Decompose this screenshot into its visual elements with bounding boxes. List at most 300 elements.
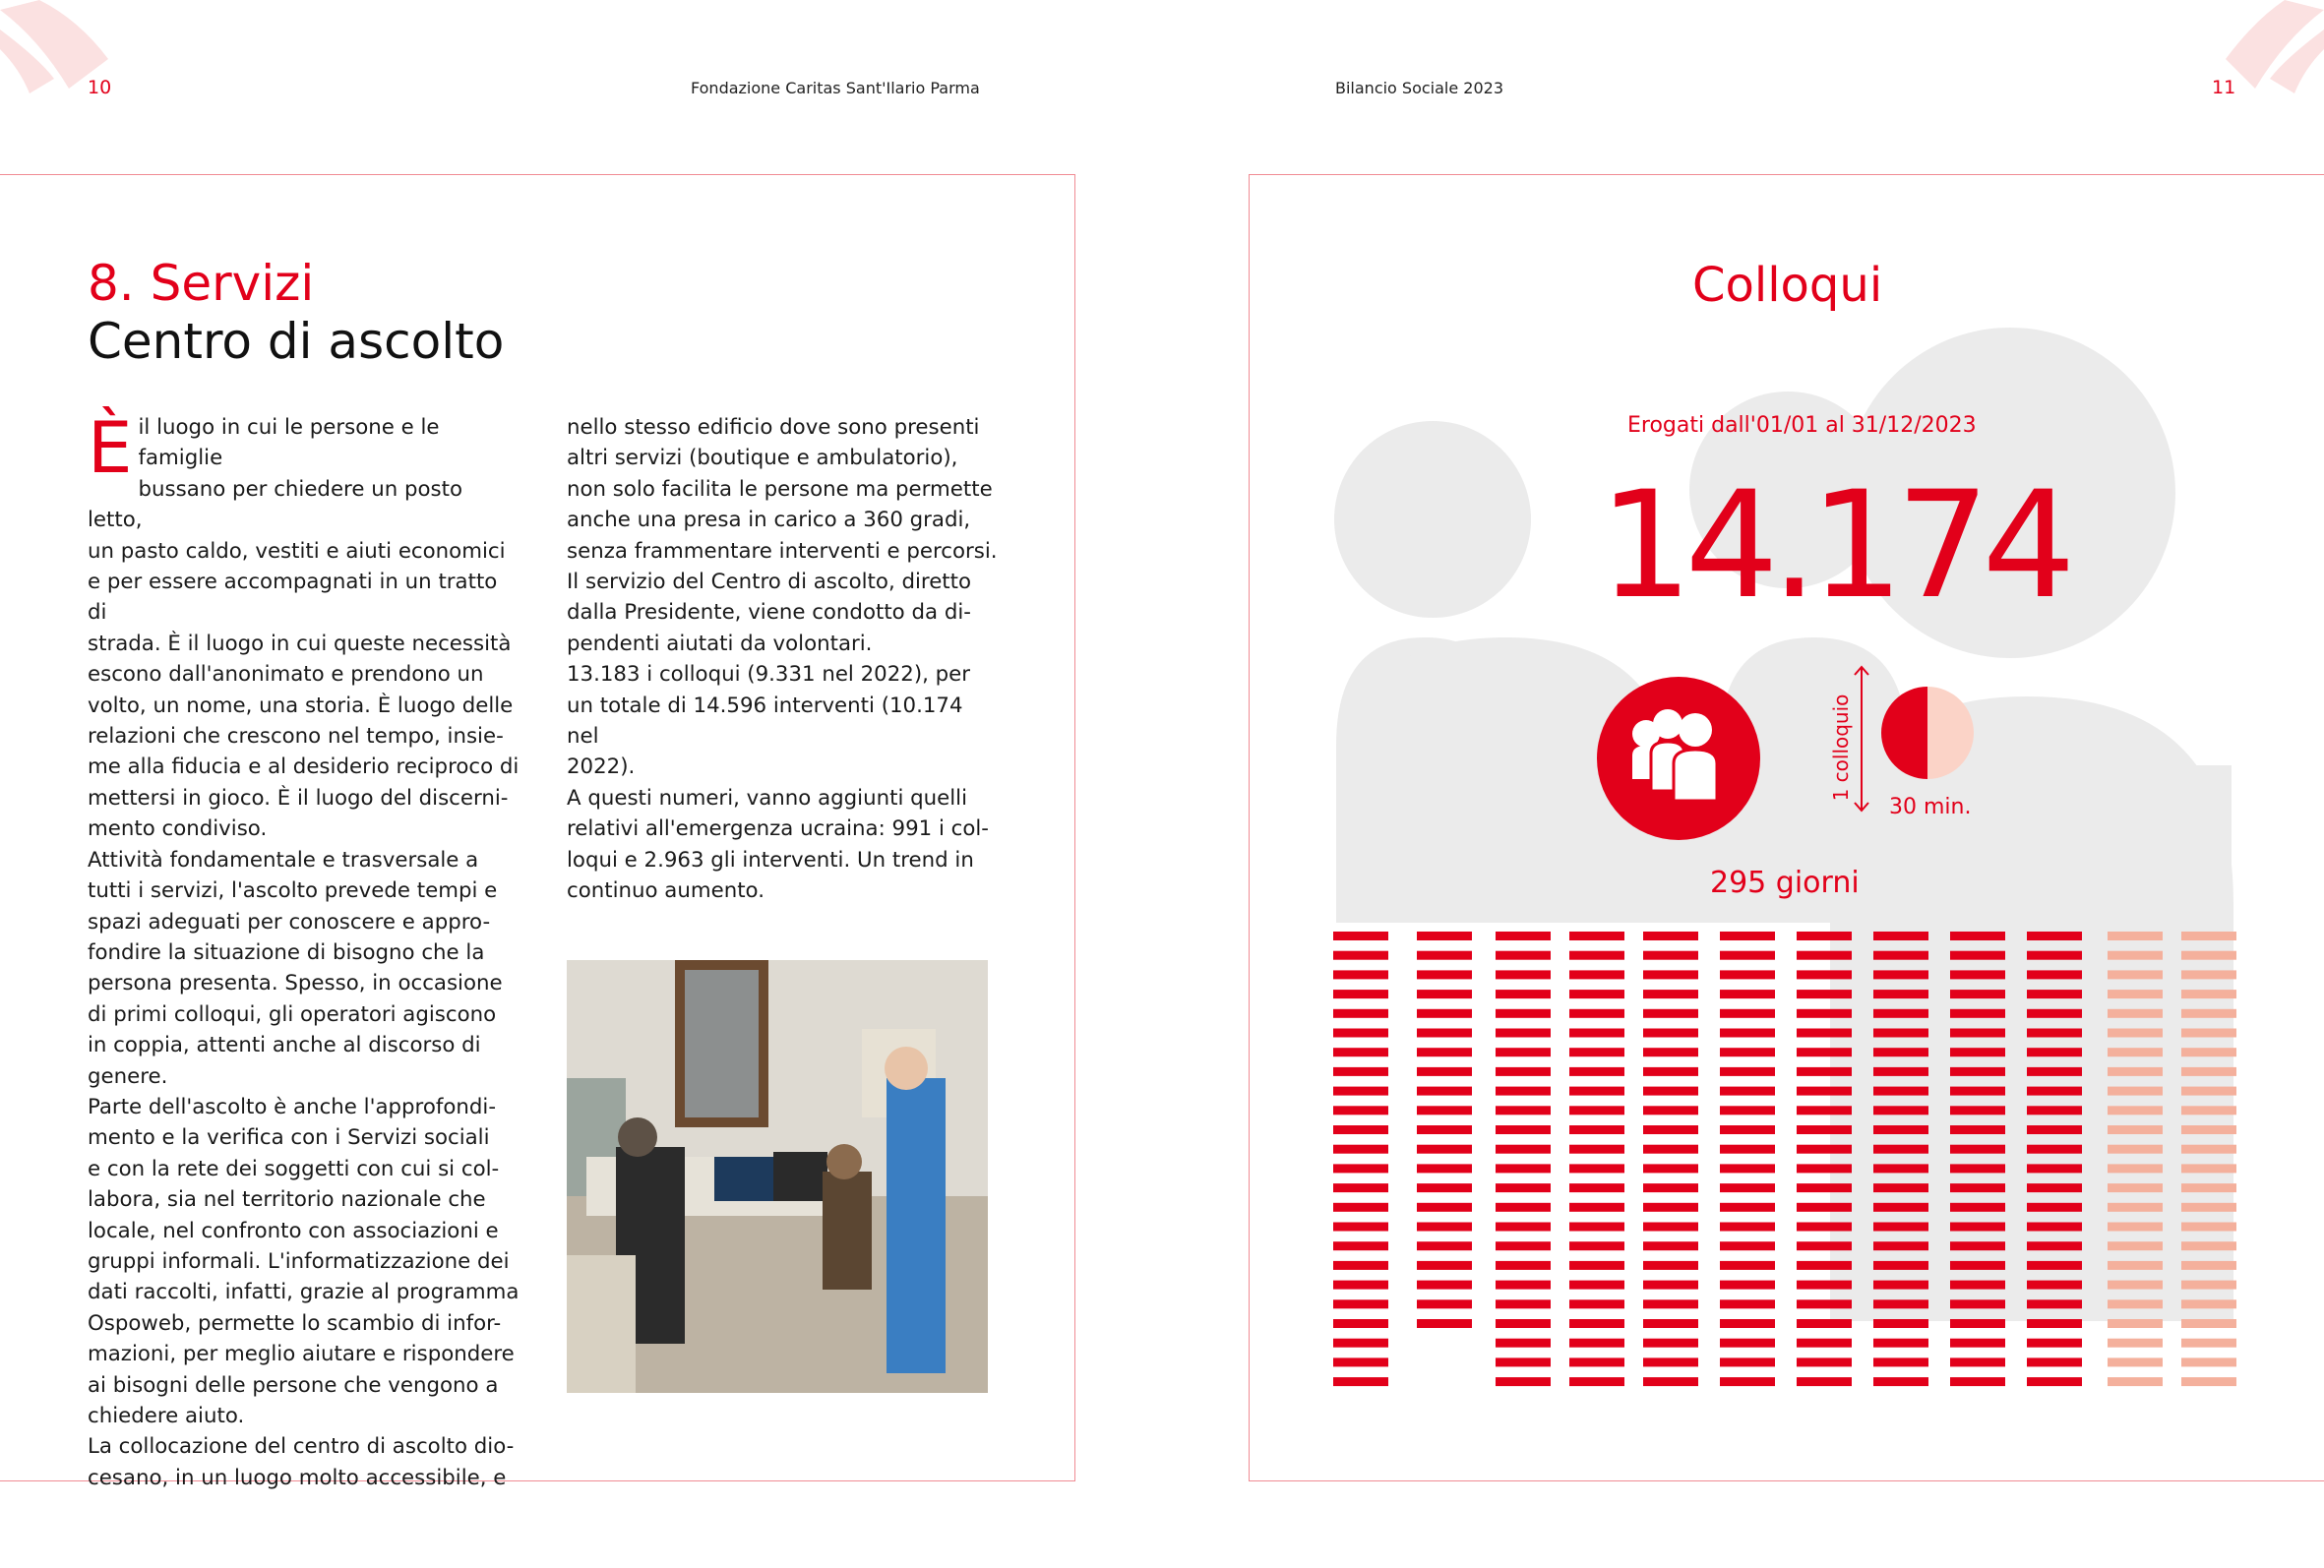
office-photo (567, 960, 988, 1393)
day-stripe (1950, 1241, 2005, 1250)
day-stripe (1643, 1377, 1698, 1386)
day-stripe (1333, 1281, 1388, 1290)
day-stripe (1417, 1009, 1472, 1018)
day-stripe (2027, 1281, 2082, 1290)
day-stripe (1417, 1029, 1472, 1038)
text-line: genere. (88, 1063, 168, 1089)
day-stripe (1496, 1145, 1551, 1154)
text-line: pendenti aiutati da volontari. (567, 631, 873, 656)
day-stripe (1643, 1183, 1698, 1192)
day-stripe (1569, 1319, 1624, 1328)
day-stripe (1950, 1319, 2005, 1328)
days-stripe-chart (1333, 930, 2238, 1397)
text-line: persona presenta. Spesso, in occasione (88, 971, 503, 996)
day-stripe (2181, 1029, 2236, 1038)
day-stripe (1950, 932, 2005, 940)
text-line: Il servizio del Centro di ascolto, diretto (567, 570, 972, 595)
day-stripe (1643, 951, 1698, 960)
day-stripe (2027, 1357, 2082, 1366)
day-stripe (1333, 990, 1388, 998)
day-stripe (1950, 1067, 2005, 1076)
day-stripe (1720, 1048, 1775, 1056)
day-stripe (1643, 1029, 1698, 1038)
day-stripe (1797, 1048, 1852, 1056)
day-stripe (1720, 951, 1775, 960)
day-stripe (1950, 1029, 2005, 1038)
text-line: anche una presa in carico a 360 gradi, (567, 508, 971, 533)
day-stripe (2181, 1281, 2236, 1290)
day-stripe (1797, 951, 1852, 960)
day-stripe (1797, 1087, 1852, 1096)
day-stripe (1720, 1106, 1775, 1115)
day-stripe (1333, 1048, 1388, 1056)
day-stripe (2108, 1145, 2163, 1154)
day-stripe (1950, 1164, 2005, 1173)
text-line: bussano per chiedere un posto letto, (88, 476, 462, 533)
day-stripe (1333, 1145, 1388, 1154)
day-stripe (2108, 1029, 2163, 1038)
day-stripe (2108, 1106, 2163, 1115)
day-stripe (1569, 1009, 1624, 1018)
day-stripe (2108, 1183, 2163, 1192)
day-stripe (2108, 951, 2163, 960)
text-line: relazioni che crescono nel tempo, insie- (88, 724, 504, 750)
day-stripe (1720, 1299, 1775, 1308)
section-subtitle: Centro di ascolto (88, 313, 505, 370)
text-line: fondire la situazione di bisogno che la (88, 939, 485, 965)
day-stripe (1797, 1183, 1852, 1192)
day-stripe (1496, 970, 1551, 979)
day-stripe (1417, 1164, 1472, 1173)
day-stripe (1333, 1009, 1388, 1018)
day-stripe (1950, 1281, 2005, 1290)
day-stripe (1950, 1048, 2005, 1056)
text-line: un pasto caldo, vestiti e aiuti economici (88, 538, 506, 564)
day-stripe (1569, 1067, 1624, 1076)
day-stripe (1496, 1377, 1551, 1386)
running-head-left: Fondazione Caritas Sant'Ilario Parma (691, 79, 980, 97)
day-stripe (2181, 1319, 2236, 1328)
day-stripe (1720, 1319, 1775, 1328)
day-stripe (1797, 970, 1852, 979)
text-line: e per essere accompagnati in un tratto di (88, 570, 498, 626)
day-stripe (2108, 1241, 2163, 1250)
day-stripe (2181, 1203, 2236, 1212)
day-stripe (1873, 1087, 1928, 1096)
day-stripe (1569, 1299, 1624, 1308)
day-stripe (1643, 1299, 1698, 1308)
day-stripe (1643, 970, 1698, 979)
text-line: chiedere aiuto. (88, 1404, 245, 1428)
day-stripe (2027, 1261, 2082, 1270)
day-stripe (1643, 1339, 1698, 1348)
day-stripe (2108, 990, 2163, 998)
day-stripe (1569, 1281, 1624, 1290)
period-label: Erogati dall'01/01 al 31/12/2023 (1627, 413, 1977, 438)
day-stripe (2108, 932, 2163, 940)
day-stripe (2181, 1377, 2236, 1386)
day-stripe (2027, 1048, 2082, 1056)
day-stripe (1496, 1164, 1551, 1173)
day-stripe (1333, 1125, 1388, 1134)
unit-label: 1 colloquio (1829, 694, 1853, 802)
day-stripe (1797, 1029, 1852, 1038)
day-stripe (1333, 951, 1388, 960)
text-line: ai bisogni delle persone che vengono a (88, 1372, 499, 1398)
day-stripe (2027, 1299, 2082, 1308)
day-stripe (1643, 1261, 1698, 1270)
text-column-2 (567, 412, 1000, 907)
text-line: volto, un nome, una storia. È luogo delle (88, 693, 514, 718)
text-line: altri servizi (boutique e ambulatorio), (567, 446, 958, 471)
day-stripe (2027, 1029, 2082, 1038)
day-stripe (2108, 1048, 2163, 1056)
day-stripe (2181, 1223, 2236, 1232)
text-line: Ospoweb, permette lo scambio di infor- (88, 1310, 502, 1336)
day-stripe (2108, 1203, 2163, 1212)
day-stripe (2108, 1087, 2163, 1096)
day-stripe (1720, 1164, 1775, 1173)
day-stripe (1496, 1067, 1551, 1076)
days-label: 295 giorni (1710, 866, 1860, 900)
column-1-lines (88, 406, 520, 1493)
day-stripe (2027, 1339, 2082, 1348)
day-stripe (2027, 1125, 2082, 1134)
day-stripe (1797, 1125, 1852, 1134)
day-stripe (1950, 990, 2005, 998)
day-stripe (1797, 1106, 1852, 1115)
day-stripe (1720, 990, 1775, 998)
day-stripe (1797, 990, 1852, 998)
day-stripe (1569, 1377, 1624, 1386)
day-stripe (1720, 1009, 1775, 1018)
day-stripe (1797, 1339, 1852, 1348)
day-stripe (1873, 1183, 1928, 1192)
day-stripe (2181, 1183, 2236, 1192)
day-stripe (1873, 1048, 1928, 1056)
day-stripe (1333, 1357, 1388, 1366)
day-stripe (1797, 1261, 1852, 1270)
text-line: un totale di 14.596 interventi (10.174 nel (567, 693, 963, 750)
day-stripe (1417, 1087, 1472, 1096)
text-line: mazioni, per meglio aiutare e rispondere (88, 1342, 515, 1367)
day-stripe (1496, 1299, 1551, 1308)
section-title: 8. Servizi (88, 255, 315, 312)
day-stripe (2027, 1087, 2082, 1096)
day-stripe (1873, 1067, 1928, 1076)
day-stripe (2181, 932, 2236, 940)
day-stripe (2181, 1261, 2236, 1270)
day-stripe (1950, 1339, 2005, 1348)
day-stripe (1333, 1223, 1388, 1232)
day-stripe (1873, 1009, 1928, 1018)
day-stripe (2027, 932, 2082, 940)
day-stripe (1569, 1106, 1624, 1115)
day-stripe (1950, 1106, 2005, 1115)
day-stripe (2108, 1319, 2163, 1328)
day-stripe (1797, 1145, 1852, 1154)
day-stripe (1797, 1299, 1852, 1308)
page-number-right: 11 (2212, 77, 2236, 98)
day-stripe (1643, 932, 1698, 940)
day-stripe (1496, 951, 1551, 960)
day-stripe (1569, 1241, 1624, 1250)
day-stripe (1417, 990, 1472, 998)
day-stripe (1496, 1048, 1551, 1056)
text-line: A questi numeri, vanno aggiunti quelli (567, 785, 968, 811)
day-stripe (2027, 1106, 2082, 1115)
day-stripe (1569, 932, 1624, 940)
day-stripe (1333, 1299, 1388, 1308)
day-stripe (1720, 1183, 1775, 1192)
day-stripe (2108, 1299, 2163, 1308)
day-stripe (1569, 1339, 1624, 1348)
day-stripe (2181, 1087, 2236, 1096)
day-stripe (2181, 1241, 2236, 1250)
page-number-left: 10 (88, 77, 112, 98)
drop-cap: È (88, 406, 133, 489)
text-line: me alla fiducia e al desiderio reciproco di (88, 754, 520, 780)
day-stripe (1333, 1203, 1388, 1212)
day-stripe (1333, 1067, 1388, 1076)
day-stripe (1417, 1125, 1472, 1134)
day-stripe (1333, 970, 1388, 979)
day-stripe (2181, 1125, 2236, 1134)
day-stripe (2108, 1377, 2163, 1386)
day-stripe (1643, 1106, 1698, 1115)
day-stripe (1797, 1281, 1852, 1290)
day-stripe (1569, 1183, 1624, 1192)
day-stripe (2108, 1281, 2163, 1290)
day-stripe (1569, 1029, 1624, 1038)
day-stripe (1333, 1261, 1388, 1270)
day-stripe (1417, 951, 1472, 960)
day-stripe (1950, 970, 2005, 979)
text-line: escono dall'anonimato e prendono un (88, 662, 484, 688)
day-stripe (1873, 1377, 1928, 1386)
day-stripe (1333, 1087, 1388, 1096)
day-stripe (1643, 1145, 1698, 1154)
day-stripe (1720, 970, 1775, 979)
day-stripe (1417, 1067, 1472, 1076)
day-stripe (1797, 1241, 1852, 1250)
day-stripe (1797, 1377, 1852, 1386)
day-stripe (2108, 1223, 2163, 1232)
day-stripe (1569, 1164, 1624, 1173)
day-stripe (2027, 1067, 2082, 1076)
day-stripe (1720, 1261, 1775, 1270)
day-stripe (2108, 1261, 2163, 1270)
day-stripe (1950, 1261, 2005, 1270)
day-stripe (1720, 932, 1775, 940)
day-stripe (1496, 990, 1551, 998)
day-stripe (1873, 1357, 1928, 1366)
day-stripe (1496, 1319, 1551, 1328)
day-stripe (1417, 1203, 1472, 1212)
day-stripe (1950, 951, 2005, 960)
day-stripe (2181, 1009, 2236, 1018)
day-stripe (1496, 1339, 1551, 1348)
day-stripe (1950, 1203, 2005, 1212)
day-stripe (1569, 951, 1624, 960)
day-stripe (1569, 990, 1624, 998)
text-line: 2022). (567, 754, 636, 780)
day-stripe (1950, 1299, 2005, 1308)
day-stripe (1720, 1145, 1775, 1154)
day-stripe (1873, 1319, 1928, 1328)
day-stripe (1873, 1299, 1928, 1308)
day-stripe (1569, 1223, 1624, 1232)
text-line: tutti i servizi, l'ascolto prevede tempi e (88, 878, 498, 904)
day-stripe (1333, 1241, 1388, 1250)
day-stripe (1417, 1261, 1472, 1270)
day-stripe (1496, 1203, 1551, 1212)
day-stripe (1873, 1203, 1928, 1212)
day-stripe (1496, 1106, 1551, 1115)
day-stripe (1417, 1223, 1472, 1232)
text-line: senza frammentare interventi e percorsi. (567, 538, 998, 564)
office-photo-illustration (567, 960, 988, 1393)
text-line: gruppi informali. L'informatizzazione dei (88, 1248, 510, 1274)
day-stripe (1496, 1357, 1551, 1366)
day-stripe (1643, 1125, 1698, 1134)
day-stripe (2027, 1223, 2082, 1232)
text-line: Parte dell'ascolto è anche l'approfondi- (88, 1094, 496, 1119)
text-line: mettersi in gioco. È il luogo del discerni- (88, 785, 509, 811)
day-stripe (1496, 1241, 1551, 1250)
day-stripe (1873, 932, 1928, 940)
text-line: continuo aumento. (567, 878, 764, 904)
day-stripe (2027, 970, 2082, 979)
day-stripe (1417, 1145, 1472, 1154)
day-stripe (2027, 1009, 2082, 1018)
double-arrow-icon (1850, 664, 1873, 814)
text-line: loqui e 2.963 gli interventi. Un trend in (567, 847, 974, 873)
day-stripe (1569, 1261, 1624, 1270)
day-stripe (1333, 1319, 1388, 1328)
day-stripe (2181, 1164, 2236, 1173)
day-stripe (1873, 1339, 1928, 1348)
day-stripe (1873, 1164, 1928, 1173)
day-stripe (1496, 1087, 1551, 1096)
day-stripe (1950, 1377, 2005, 1386)
day-stripe (1797, 1203, 1852, 1212)
text-line: nello stesso edificio dove sono presenti (567, 415, 980, 440)
day-stripe (2108, 1067, 2163, 1076)
day-stripe (1643, 1357, 1698, 1366)
day-stripe (1496, 1125, 1551, 1134)
day-stripe (1569, 1203, 1624, 1212)
day-stripe (1720, 1125, 1775, 1134)
day-stripe (1643, 1009, 1698, 1018)
column-2-lines (567, 412, 1000, 907)
day-stripe (1950, 1009, 2005, 1018)
total-value: 14.174 (1599, 460, 2068, 632)
text-line: spazi adeguati per conoscere e appro- (88, 909, 491, 935)
day-stripe (2108, 970, 2163, 979)
text-line: dati raccolti, infatti, grazie al programma (88, 1280, 520, 1305)
text-line: mento e la verifica con i Servizi sociali (88, 1125, 490, 1151)
duration-label: 30 min. (1889, 795, 1972, 819)
day-stripe (1797, 1009, 1852, 1018)
day-stripe (1643, 1087, 1698, 1096)
half-circle-icon (1880, 686, 1975, 780)
day-stripe (1797, 1164, 1852, 1173)
day-stripe (1720, 1087, 1775, 1096)
day-stripe (1797, 932, 1852, 940)
day-stripe (1720, 1357, 1775, 1366)
people-group-icon (1597, 677, 1760, 840)
day-stripe (1720, 1339, 1775, 1348)
day-stripe (1569, 970, 1624, 979)
day-stripe (1569, 1125, 1624, 1134)
day-stripe (2181, 1067, 2236, 1076)
day-stripe (1950, 1183, 2005, 1192)
day-stripe (2027, 1319, 2082, 1328)
day-stripe (2108, 1125, 2163, 1134)
day-stripe (1496, 1261, 1551, 1270)
day-stripe (1333, 1106, 1388, 1115)
day-stripe (1496, 1281, 1551, 1290)
corner-decoration-right (2226, 0, 2324, 93)
day-stripe (1873, 1281, 1928, 1290)
day-stripe (2181, 951, 2236, 960)
day-stripe (1417, 932, 1472, 940)
day-stripe (1797, 1223, 1852, 1232)
day-stripe (2108, 1009, 2163, 1018)
text-line: in coppia, attenti anche al discorso di (88, 1033, 481, 1058)
text-line: e con la rete dei soggetti con cui si col- (88, 1156, 500, 1181)
text-line: dalla Presidente, viene condotto da di- (567, 600, 971, 626)
day-stripe (2108, 1357, 2163, 1366)
text-column-1 (88, 406, 520, 1493)
day-stripe (1873, 970, 1928, 979)
day-stripe (1873, 951, 1928, 960)
day-stripe (1417, 1319, 1472, 1328)
day-stripe (2027, 1183, 2082, 1192)
day-stripe (1720, 1203, 1775, 1212)
day-stripe (2181, 1339, 2236, 1348)
day-stripe (2108, 1164, 2163, 1173)
text-line: Attività fondamentale e trasversale a (88, 847, 479, 873)
day-stripe (1950, 1357, 2005, 1366)
day-stripe (1873, 1241, 1928, 1250)
day-stripe (1417, 970, 1472, 979)
day-stripe (1333, 1377, 1388, 1386)
day-stripe (1873, 1125, 1928, 1134)
day-stripe (1496, 1223, 1551, 1232)
day-stripe (1950, 1223, 2005, 1232)
day-stripe (2027, 1164, 2082, 1173)
day-stripe (1720, 1029, 1775, 1038)
day-stripe (1873, 1145, 1928, 1154)
day-stripe (2027, 1145, 2082, 1154)
text-line: labora, sia nel territorio nazionale che (88, 1187, 486, 1213)
day-stripe (1496, 1009, 1551, 1018)
day-stripe (2181, 1145, 2236, 1154)
day-stripe (1569, 1087, 1624, 1096)
text-line: 13.183 i colloqui (9.331 nel 2022), per (567, 662, 971, 688)
chart-title: Colloqui (1692, 258, 1883, 313)
day-stripe (1333, 932, 1388, 940)
day-stripe (1643, 1203, 1698, 1212)
day-stripe (2181, 1106, 2236, 1115)
text-line: cesano, in un luogo molto accessibile, e (88, 1465, 507, 1490)
day-stripe (1797, 1357, 1852, 1366)
day-stripe (1950, 1145, 2005, 1154)
day-stripe (1873, 1261, 1928, 1270)
day-stripe (1950, 1125, 2005, 1134)
